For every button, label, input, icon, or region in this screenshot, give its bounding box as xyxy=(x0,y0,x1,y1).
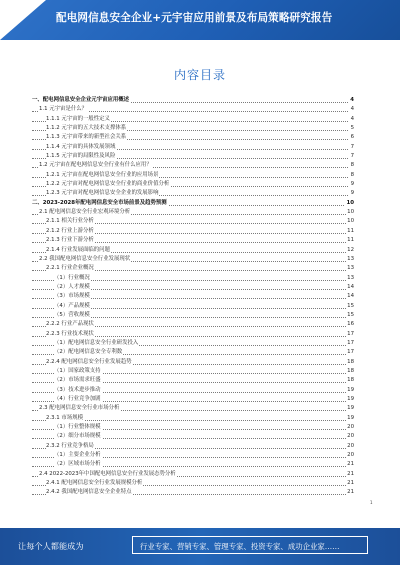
toc-entry[interactable] xyxy=(32,348,354,357)
toc-entry[interactable] xyxy=(32,217,354,226)
toc-entry-title: 2.2.2 行业产品现状 xyxy=(46,320,95,329)
toc-entry-page: 17 xyxy=(346,330,354,339)
toc-entry-title: 2.2.4 配电网信息安全行业发展趋势 xyxy=(46,358,133,367)
toc-entry-page: 10 xyxy=(346,217,354,226)
toc-entry-title: 2.2 我国配电网信息安全行业发展现状 xyxy=(39,255,131,264)
table-of-contents xyxy=(32,96,354,498)
toc-entry-page: 18 xyxy=(346,367,354,376)
toc-entry-title: 1.2.2 元宇宙对配电网信息安全行业的商业价值分析 xyxy=(46,180,170,189)
toc-entry-page: 9 xyxy=(350,189,354,198)
toc-entry[interactable] xyxy=(32,451,354,460)
toc-entry-page: 21 xyxy=(346,479,354,488)
toc-entry[interactable] xyxy=(32,395,354,404)
toc-entry[interactable] xyxy=(32,133,354,142)
toc-entry-title: （5）营收规模 xyxy=(54,311,91,320)
toc-entry[interactable] xyxy=(32,161,354,170)
toc-entry-title: 二、2023-2028年配电网信息安全市场前景及趋势预测 xyxy=(32,199,168,208)
toc-entry[interactable] xyxy=(32,330,354,339)
toc-entry[interactable] xyxy=(32,339,354,348)
toc-entry-title: （2）市场需求旺盛 xyxy=(54,376,102,385)
toc-entry-title: （3）市场规模 xyxy=(54,292,91,301)
toc-entry[interactable] xyxy=(32,470,354,479)
toc-entry-page: 7 xyxy=(350,152,354,161)
toc-entry-page: 20 xyxy=(346,423,354,432)
toc-entry-title: （1）行业概况 xyxy=(54,274,91,283)
toc-entry-page: 19 xyxy=(346,386,354,395)
toc-entry-page: 20 xyxy=(346,442,354,451)
toc-entry-title: 2.1 配电网信息安全行业宏观环境分析 xyxy=(39,208,131,217)
toc-entry-title: （4）行业竞争加剧 xyxy=(54,395,102,404)
toc-entry[interactable] xyxy=(32,302,354,311)
toc-entry-page: 21 xyxy=(346,470,354,479)
toc-entry-page: 7 xyxy=(350,143,354,152)
footer-slogan-roles: 行业专家、营销专家、管理专家、投资专家、成功企业家…… xyxy=(140,542,340,551)
toc-entry[interactable] xyxy=(32,264,354,273)
toc-entry[interactable] xyxy=(32,199,354,208)
toc-entry[interactable] xyxy=(32,180,354,189)
toc-entry[interactable] xyxy=(32,414,354,423)
toc-entry[interactable] xyxy=(32,376,354,385)
page-number: 1 xyxy=(370,500,373,505)
toc-entry[interactable] xyxy=(32,255,354,264)
toc-entry-page: 17 xyxy=(346,348,354,357)
toc-entry-title: 1.1 元宇宙是什么？ xyxy=(39,105,88,114)
toc-entry-page: 5 xyxy=(350,124,354,133)
toc-entry-page: 19 xyxy=(346,395,354,404)
toc-entry[interactable] xyxy=(32,208,354,217)
toc-entry-page: 6 xyxy=(350,133,354,142)
toc-entry-page: 13 xyxy=(346,274,354,283)
toc-entry-title: （2）区域市场分析 xyxy=(54,460,102,469)
toc-entry-title: （4）产品规模 xyxy=(54,302,91,311)
toc-entry[interactable] xyxy=(32,460,354,469)
toc-entry-title: 1.1.2 元宇宙的五大技术支撑体系 xyxy=(46,124,127,133)
toc-entry-page: 19 xyxy=(346,404,354,413)
toc-entry[interactable] xyxy=(32,442,354,451)
toc-entry-title: （2）人才规模 xyxy=(54,283,91,292)
toc-entry[interactable] xyxy=(32,227,354,236)
toc-entry-page: 21 xyxy=(346,460,354,469)
header-corner-cut xyxy=(0,0,46,40)
toc-entry-page: 17 xyxy=(346,339,354,348)
toc-entry-title: 2.1.3 行业下游分析 xyxy=(46,236,95,245)
toc-entry-page: 11 xyxy=(346,236,354,245)
toc-entry[interactable] xyxy=(32,292,354,301)
toc-entry[interactable] xyxy=(32,367,354,376)
toc-entry-title: 2.4.2 我国配电网信息安全企业特点 xyxy=(46,488,133,497)
toc-entry-page: 13 xyxy=(346,255,354,264)
toc-entry-page: 20 xyxy=(346,451,354,460)
toc-entry-page: 11 xyxy=(346,227,354,236)
report-title: 配电网信息安全企业+元宇宙应用前景及布局策略研究报告 xyxy=(56,12,333,24)
toc-entry-title: 1.2 元宇宙在配电网信息安全行业有什么应用？ xyxy=(39,161,153,170)
toc-entry-title: （3）技术进步推动 xyxy=(54,386,102,395)
toc-entry[interactable] xyxy=(32,386,354,395)
toc-entry-page: 20 xyxy=(346,432,354,441)
toc-entry-title: （1）行业整体规模 xyxy=(54,423,102,432)
toc-heading: 内容目录 xyxy=(173,68,226,82)
toc-entry-title: 2.2.3 行业技术现状 xyxy=(46,330,95,339)
toc-entry-title: 2.3 配电网信息安全行业市场分析 xyxy=(39,404,120,413)
toc-entry-page: 15 xyxy=(346,302,354,311)
toc-entry-page: 4 xyxy=(349,96,354,105)
toc-entry[interactable] xyxy=(32,488,354,497)
toc-entry-page: 14 xyxy=(346,292,354,301)
toc-entry-title: 2.1.1 相关行业分析 xyxy=(46,217,95,226)
toc-entry[interactable] xyxy=(32,274,354,283)
toc-entry[interactable] xyxy=(32,96,354,105)
toc-entry[interactable] xyxy=(32,404,354,413)
toc-entry-page: 18 xyxy=(346,358,354,367)
toc-entry-page: 10 xyxy=(346,208,354,217)
toc-entry-page: 19 xyxy=(346,414,354,423)
toc-entry-title: （2）细分市场规模 xyxy=(54,432,102,441)
toc-entry-title: 1.1.3 元宇宙带来的新型社会关系 xyxy=(46,133,127,142)
toc-entry-page: 18 xyxy=(346,376,354,385)
toc-entry[interactable] xyxy=(32,105,354,114)
toc-entry-page: 16 xyxy=(346,320,354,329)
toc-entry-title: 2.1.4 行业发展面临的问题 xyxy=(46,246,111,255)
toc-entry-page: 10 xyxy=(345,199,354,208)
footer-slogan: 让每个人都能成为 xyxy=(18,541,84,551)
toc-entry[interactable] xyxy=(32,432,354,441)
toc-entry-title: 2.4 2022-2023年中国配电网信息安全行业发展态势分析 xyxy=(39,470,177,479)
toc-entry-title: 1.1.5 元宇宙的局限性及风险 xyxy=(46,152,116,161)
toc-entry[interactable] xyxy=(32,479,354,488)
toc-entry-title: 1.2.3 元宇宙对配电网信息安全企业的发展影响 xyxy=(46,189,159,198)
toc-entry-page: 13 xyxy=(346,264,354,273)
toc-entry-title: 1.1.1 元宇宙的一般性定义 xyxy=(46,115,111,124)
toc-entry-title: 2.1.2 行业上游分析 xyxy=(46,227,95,236)
toc-entry-page: 21 xyxy=(346,488,354,497)
toc-entry-title: 一、配电网信息安全企业元宇宙应用概述 xyxy=(32,96,130,105)
toc-entry[interactable] xyxy=(32,171,354,180)
toc-entry-title: （1）国家政策支持 xyxy=(54,367,102,376)
toc-entry-page: 15 xyxy=(346,311,354,320)
toc-entry-title: 1.2.1 元宇宙在配电网信息安全行业的应用场景 xyxy=(46,171,159,180)
toc-entry-title: 2.3.1 市场规模 xyxy=(46,414,84,423)
toc-entry-page: 4 xyxy=(350,105,354,114)
toc-entry-title: （2）配电网信息安全专利数 xyxy=(54,348,123,357)
toc-entry-page: 4 xyxy=(350,115,354,124)
toc-entry-page: 8 xyxy=(350,171,354,180)
toc-entry[interactable] xyxy=(32,311,354,320)
toc-entry[interactable] xyxy=(32,423,354,432)
toc-entry-page: 9 xyxy=(350,180,354,189)
toc-entry[interactable] xyxy=(32,320,354,329)
toc-entry-title: 2.4.1 配电网信息安全行业发展规模分析 xyxy=(46,479,143,488)
toc-entry[interactable] xyxy=(32,358,354,367)
toc-entry-title: （1）主要企业分析 xyxy=(54,451,102,460)
toc-entry[interactable] xyxy=(32,115,354,124)
toc-entry-page: 12 xyxy=(346,246,354,255)
toc-entry-title: 2.3.2 行业竞争格局 xyxy=(46,442,95,451)
toc-entry[interactable] xyxy=(32,152,354,161)
toc-entry-page: 14 xyxy=(346,283,354,292)
toc-entry[interactable] xyxy=(32,246,354,255)
toc-entry-page: 8 xyxy=(350,161,354,170)
toc-entry[interactable] xyxy=(32,283,354,292)
toc-entry[interactable] xyxy=(32,143,354,152)
toc-entry-title: 1.1.4 元宇宙的具体发展领域 xyxy=(46,143,116,152)
toc-entry[interactable] xyxy=(32,124,354,133)
toc-entry[interactable] xyxy=(32,236,354,245)
toc-entry[interactable] xyxy=(32,189,354,198)
toc-entry-title: （1）配电网信息安全行业研发投入 xyxy=(54,339,139,348)
toc-entry-title: 2.2.1 行业企业概况 xyxy=(46,264,95,273)
